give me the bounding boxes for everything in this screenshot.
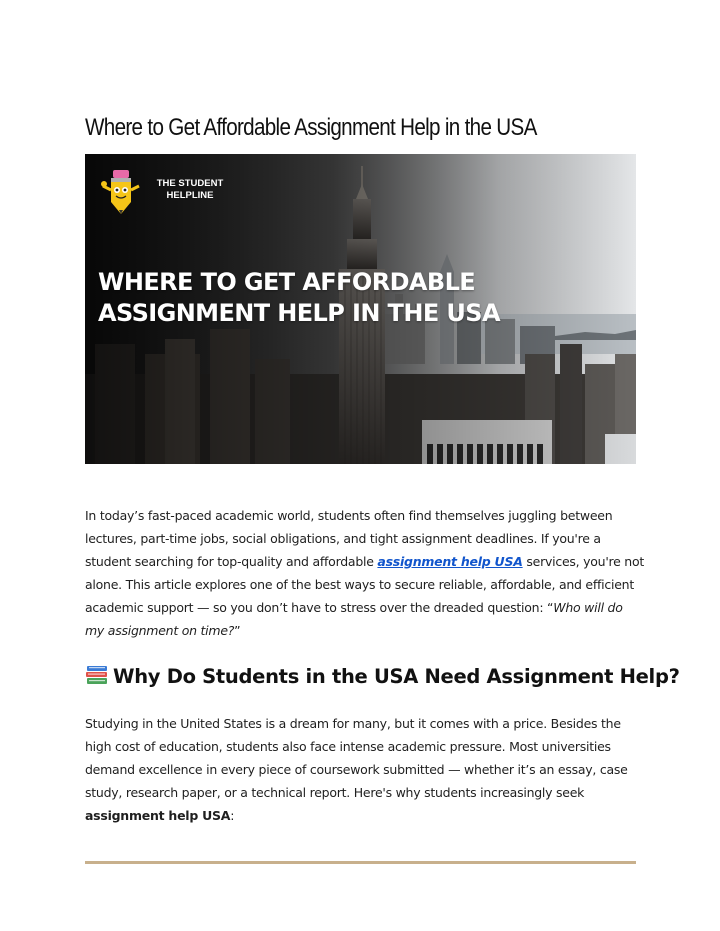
section-heading [85,664,680,688]
section-heading-text: Why Do Students in the USA Need Assignment Help? [113,665,680,688]
banner-headline: WHERE TO GET AFFORDABLE ASSIGNMENT HELP IN THE USA [98,268,500,327]
assignment-help-usa-link[interactable]: assignment help USA [377,554,523,569]
pencil-mascot-icon [99,166,143,216]
books-icon [85,664,109,686]
intro-paragraph [85,504,645,642]
logo-text: THE STUDENT HELPLINE [156,178,224,201]
intro-question: Who will do my assignment on time? [85,600,623,638]
student-helpline-logo [99,166,229,216]
section-text-1: Studying in the United States is a dream for many, but it comes with a price. Besides the high cost of education, students also face intense academic pressure. Most universities demand excellence in every piece of coursework submitted — whether it’s an essay, case study, research paper, or a technical report. Here's why students increasingly seek [85,716,628,800]
intro-text-2: services, you're not alone. This article explores one of the best ways to secure reliable, affordable, and efficient academic support — so you don’t have to stress over the dreaded question: “ [85,554,645,615]
hero-banner-image [85,154,636,464]
intro-text-1: In today’s fast-paced academic world, students often find themselves juggling between lectures, part-time jobs, social obligations, and tight assignment deadlines. If you're a student searching for top-quality and affordable [85,508,613,569]
section-bold-text: assignment help USA [85,808,231,823]
article-title: Where to Get Affordable Assignment Help in the USA [85,114,537,141]
section-text-2: : [230,808,235,823]
section-divider [85,861,636,864]
intro-text-3: ” [234,623,241,638]
section-paragraph [85,712,645,827]
